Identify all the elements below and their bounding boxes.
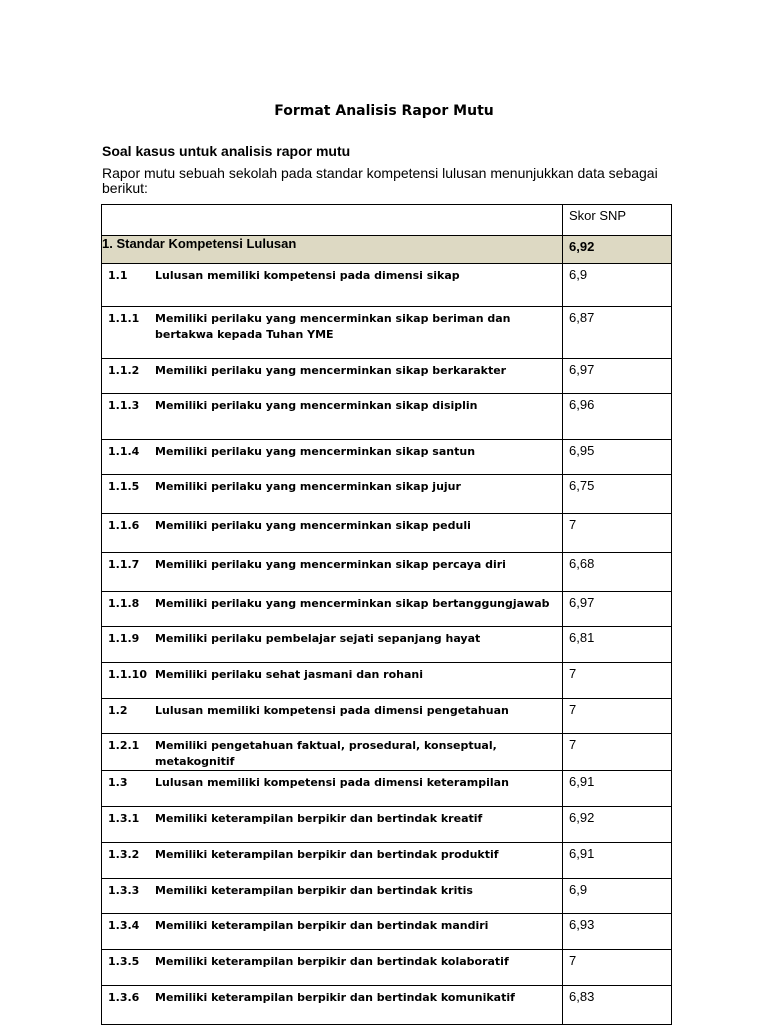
indicator-score: 6,9 — [563, 879, 672, 914]
indicator-text: Memiliki keterampilan berpikir dan bertindak komunikatif — [155, 991, 515, 1004]
table-row — [102, 699, 672, 734]
indicator-score: 6,96 — [563, 394, 672, 440]
indicator-text: Memiliki keterampilan berpikir dan bertindak produktif — [155, 848, 499, 861]
indicator-cell — [102, 307, 563, 359]
table-row — [102, 359, 672, 394]
standard-label: 1. Standar Kompetensi Lulusan — [102, 236, 563, 264]
table-row — [102, 627, 672, 663]
indicator-score: 6,75 — [563, 475, 672, 514]
table-row — [102, 771, 672, 807]
indicator-cell — [102, 771, 563, 807]
indicator-cell — [102, 475, 563, 514]
table-row — [102, 307, 672, 359]
header-empty-cell — [102, 205, 563, 236]
indicator-number: 1.3.3 — [108, 884, 140, 897]
indicator-cell — [102, 359, 563, 394]
indicator-score: 6,92 — [563, 807, 672, 843]
indicator-text: Memiliki perilaku yang mencerminkan sikap jujur — [155, 480, 461, 493]
indicator-text: Memiliki perilaku yang mencerminkan sikap peduli — [155, 519, 471, 532]
indicator-cell — [102, 807, 563, 843]
indicator-cell — [102, 440, 563, 475]
standard-row — [102, 236, 672, 264]
indicator-number: 1.3.1 — [108, 812, 140, 825]
indicator-text: Memiliki pengetahuan faktual, prosedural, konseptual, metakognitif — [155, 739, 497, 768]
indicator-text: Memiliki perilaku yang mencerminkan sikap beriman dan bertakwa kepada Tuhan YME — [155, 312, 511, 341]
indicator-number: 1.1.3 — [108, 399, 140, 412]
indicator-score: 6,91 — [563, 771, 672, 807]
indicator-number: 1.2 — [108, 704, 128, 717]
indicator-text: Memiliki perilaku pembelajar sejati sepanjang hayat — [155, 632, 481, 645]
indicator-cell — [102, 553, 563, 592]
indicator-number: 1.1.9 — [108, 632, 140, 645]
indicator-text: Memiliki perilaku yang mencerminkan sikap percaya diri — [155, 558, 506, 571]
indicator-cell — [102, 843, 563, 879]
indicator-text: Memiliki perilaku yang mencerminkan sikap bertanggungjawab — [155, 597, 550, 610]
standard-score: 6,92 — [563, 236, 672, 264]
table-row — [102, 394, 672, 440]
indicator-number: 1.1.10 — [108, 668, 147, 681]
indicator-score: 6,81 — [563, 627, 672, 663]
indicator-number: 1.3.5 — [108, 955, 140, 968]
table-row — [102, 734, 672, 771]
indicator-text: Memiliki keterampilan berpikir dan bertindak mandiri — [155, 919, 489, 932]
table-row — [102, 950, 672, 986]
indicator-number: 1.3 — [108, 776, 128, 789]
indicator-number: 1.1 — [108, 269, 128, 282]
indicator-text: Memiliki perilaku sehat jasmani dan rohani — [155, 668, 423, 681]
indicator-score: 7 — [563, 734, 672, 771]
indicator-number: 1.1.6 — [108, 519, 140, 532]
intro-paragraph: Rapor mutu sebuah sekolah pada standar kompetensi lulusan menunjukkan data sebagai berikut: — [102, 165, 658, 196]
indicator-number: 1.1.4 — [108, 445, 140, 458]
indicator-cell — [102, 699, 563, 734]
indicator-text: Lulusan memiliki kompetensi pada dimensi pengetahuan — [155, 704, 509, 717]
indicator-number: 1.1.8 — [108, 597, 140, 610]
table-row — [102, 843, 672, 879]
indicator-text: Memiliki perilaku yang mencerminkan sikap disiplin — [155, 399, 478, 412]
document-title: Format Analisis Rapor Mutu — [274, 103, 494, 119]
indicator-score: 7 — [563, 950, 672, 986]
table-row — [102, 914, 672, 950]
table-row — [102, 514, 672, 553]
table-row — [102, 592, 672, 627]
indicator-text: Lulusan memiliki kompetensi pada dimensi sikap — [155, 269, 460, 282]
indicator-cell — [102, 734, 563, 771]
indicator-text: Memiliki perilaku yang mencerminkan sikap berkarakter — [155, 364, 507, 377]
indicator-score: 7 — [563, 663, 672, 699]
indicator-score: 6,87 — [563, 307, 672, 359]
score-column-header: Skor SNP — [563, 205, 672, 236]
indicator-cell — [102, 663, 563, 699]
indicator-score: 6,83 — [563, 986, 672, 1025]
indicator-cell — [102, 264, 563, 307]
indicator-cell — [102, 394, 563, 440]
indicator-cell — [102, 950, 563, 986]
indicator-text: Lulusan memiliki kompetensi pada dimensi keterampilan — [155, 776, 509, 789]
indicator-cell — [102, 592, 563, 627]
table-row — [102, 475, 672, 514]
indicator-score: 6,97 — [563, 592, 672, 627]
indicator-number: 1.1.7 — [108, 558, 140, 571]
indicator-text: Memiliki keterampilan berpikir dan bertindak kreatif — [155, 812, 483, 825]
table-row — [102, 807, 672, 843]
rapor-mutu-table — [101, 204, 672, 1025]
indicator-cell — [102, 879, 563, 914]
indicator-score: 6,93 — [563, 914, 672, 950]
indicator-text: Memiliki keterampilan berpikir dan bertindak kolaboratif — [155, 955, 509, 968]
indicator-text: Memiliki perilaku yang mencerminkan sikap santun — [155, 445, 476, 458]
indicator-number: 1.3.4 — [108, 919, 140, 932]
indicator-score: 6,95 — [563, 440, 672, 475]
table-row — [102, 440, 672, 475]
table-row — [102, 264, 672, 307]
table-row — [102, 553, 672, 592]
indicator-score: 6,9 — [563, 264, 672, 307]
indicator-cell — [102, 627, 563, 663]
indicator-score: 7 — [563, 699, 672, 734]
table-row — [102, 879, 672, 914]
indicator-text: Memiliki keterampilan berpikir dan bertindak kritis — [155, 884, 473, 897]
indicator-number: 1.3.6 — [108, 991, 140, 1004]
indicator-number: 1.1.2 — [108, 364, 140, 377]
indicator-score: 6,91 — [563, 843, 672, 879]
indicator-number: 1.1.5 — [108, 480, 140, 493]
indicator-score: 6,97 — [563, 359, 672, 394]
case-subtitle: Soal kasus untuk analisis rapor mutu — [102, 143, 351, 159]
indicator-score: 6,68 — [563, 553, 672, 592]
indicator-number: 1.3.2 — [108, 848, 140, 861]
indicator-cell — [102, 514, 563, 553]
indicator-score: 7 — [563, 514, 672, 553]
table-row — [102, 663, 672, 699]
indicator-number: 1.1.1 — [108, 312, 140, 325]
indicator-number: 1.2.1 — [108, 739, 140, 752]
indicator-cell — [102, 914, 563, 950]
indicator-cell — [102, 986, 563, 1025]
table-header-row — [102, 205, 672, 236]
table-row — [102, 986, 672, 1025]
